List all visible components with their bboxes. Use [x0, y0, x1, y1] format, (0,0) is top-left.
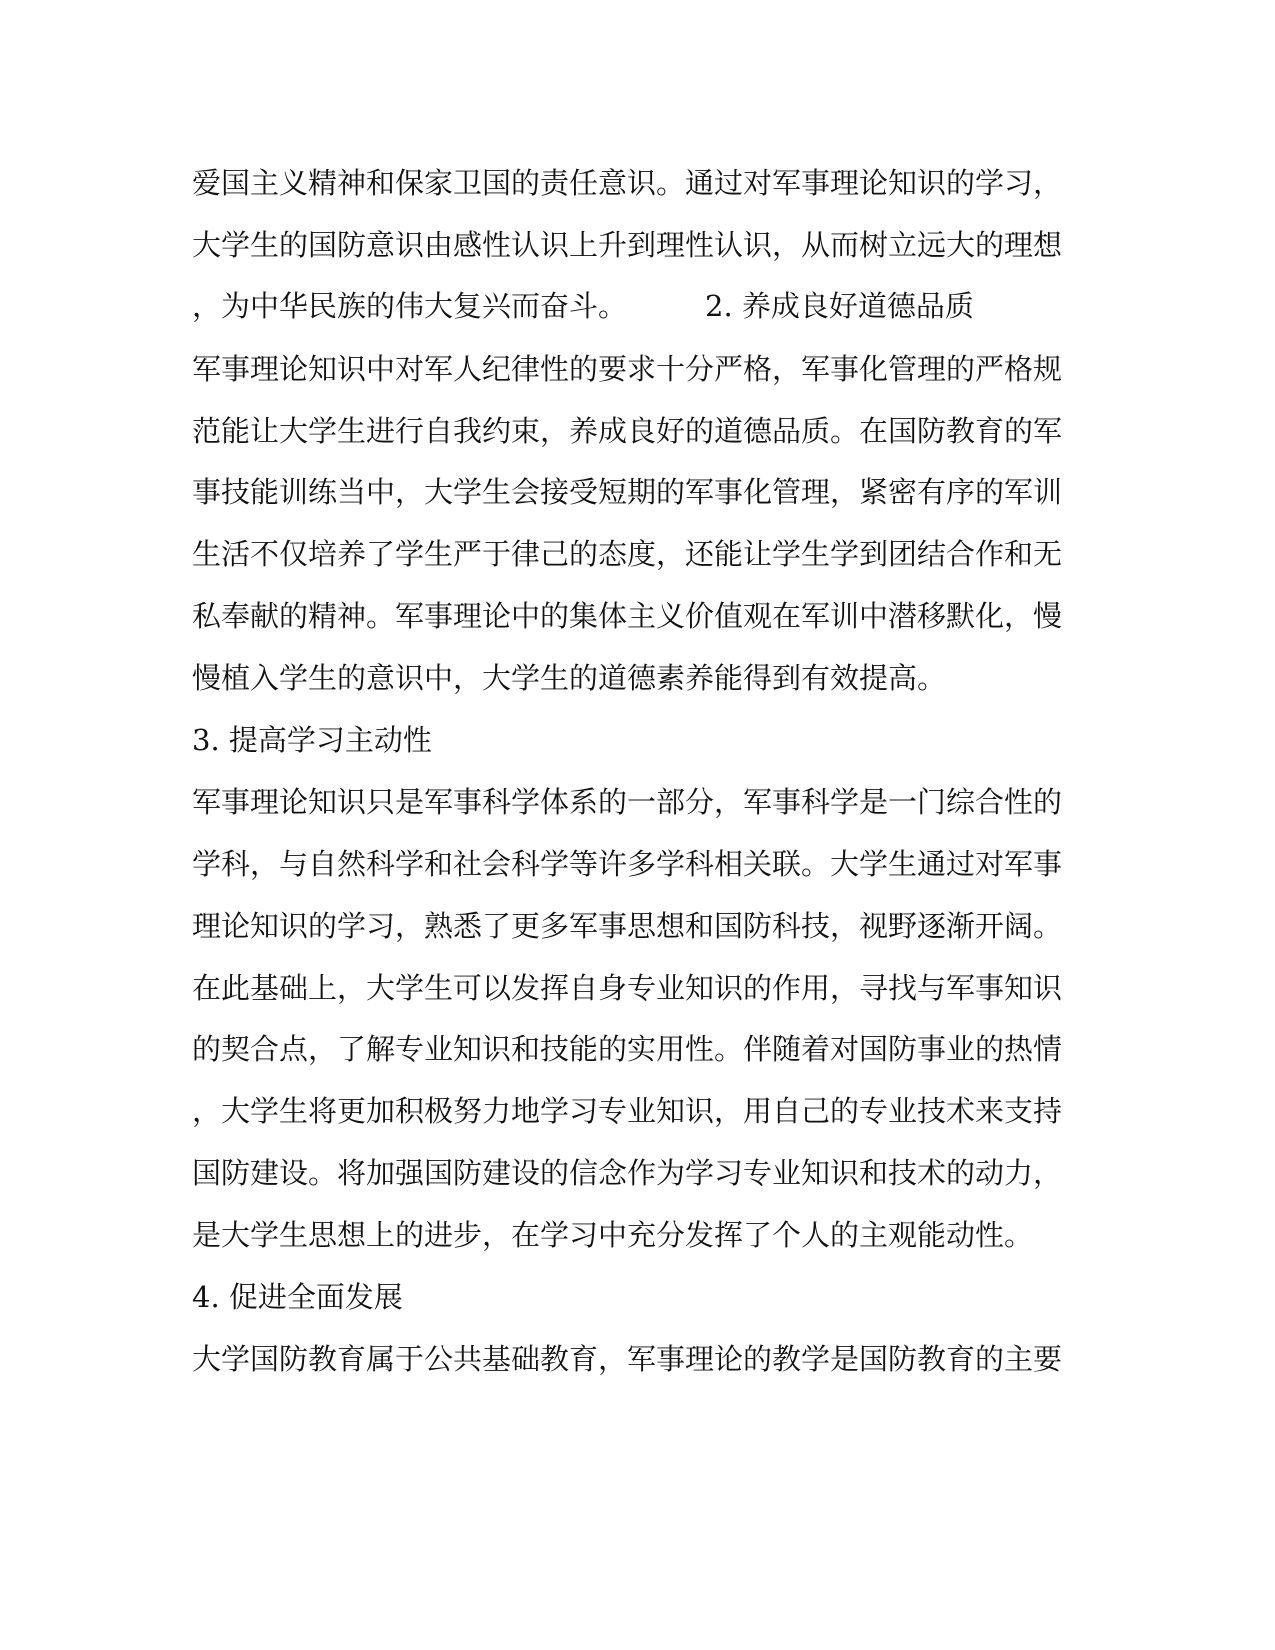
section-heading-3: 3. 提高学习主动性	[192, 723, 432, 757]
body-text-line: 私奉献的精神。军事理论中的集体主义价值观在军训中潜移默化，慢	[192, 599, 1063, 633]
body-text-line: 大学国防教育属于公共基础教育，军事理论的教学是国防教育的主要	[192, 1342, 1063, 1376]
body-text-line: 理论知识的学习，熟悉了更多军事思想和国防科技，视野逐渐开阔。	[192, 909, 1063, 943]
body-text-line: 范能让大学生进行自我约束，养成良好的道德品质。在国防教育的军	[192, 414, 1063, 448]
section-heading-4: 4. 促进全面发展	[192, 1280, 403, 1314]
body-text-line: 慢植入学生的意识中，大学生的道德素养能得到有效提高。	[192, 661, 947, 695]
body-text-line	[192, 288, 974, 324]
body-text-line: 是大学生思想上的进步，在学习中充分发挥了个人的主观能动性。	[192, 1218, 1034, 1252]
body-text-line: 在此基础上，大学生可以发挥自身专业知识的作用，寻找与军事知识	[192, 971, 1063, 1005]
paragraph-end-text: ，为中华民族的伟大复兴而奋斗。	[192, 289, 628, 323]
body-text-line: 军事理论知识中对军人纪律性的要求十分严格，军事化管理的严格规	[192, 352, 1063, 386]
body-text-line: 大学生的国防意识由感性认识上升到理性认识，从而树立远大的理想	[192, 228, 1063, 262]
body-text-line: 生活不仅培养了学生严于律己的态度，还能让学生学到团结合作和无	[192, 537, 1063, 571]
body-text-line: 事技能训练当中，大学生会接受短期的军事化管理，紧密有序的军训	[192, 475, 1063, 509]
section-heading-2: 2. 养成良好道德品质	[705, 289, 974, 323]
body-text-line: 学科，与自然科学和社会科学等许多学科相关联。大学生通过对军事	[192, 847, 1063, 881]
body-text-line: ，大学生将更加积极努力地学习专业知识，用自己的专业技术来支持	[192, 1094, 1063, 1128]
body-text-line: 的契合点，了解专业知识和技能的实用性。伴随着对国防事业的热情	[192, 1032, 1063, 1066]
body-text-line: 国防建设。将加强国防建设的信念作为学习专业知识和技术的动力，	[192, 1156, 1063, 1190]
body-text-line: 军事理论知识只是军事科学体系的一部分，军事科学是一门综合性的	[192, 785, 1063, 819]
body-text-line: 爱国主义精神和保家卫国的责任意识。通过对军事理论知识的学习，	[192, 166, 1063, 200]
